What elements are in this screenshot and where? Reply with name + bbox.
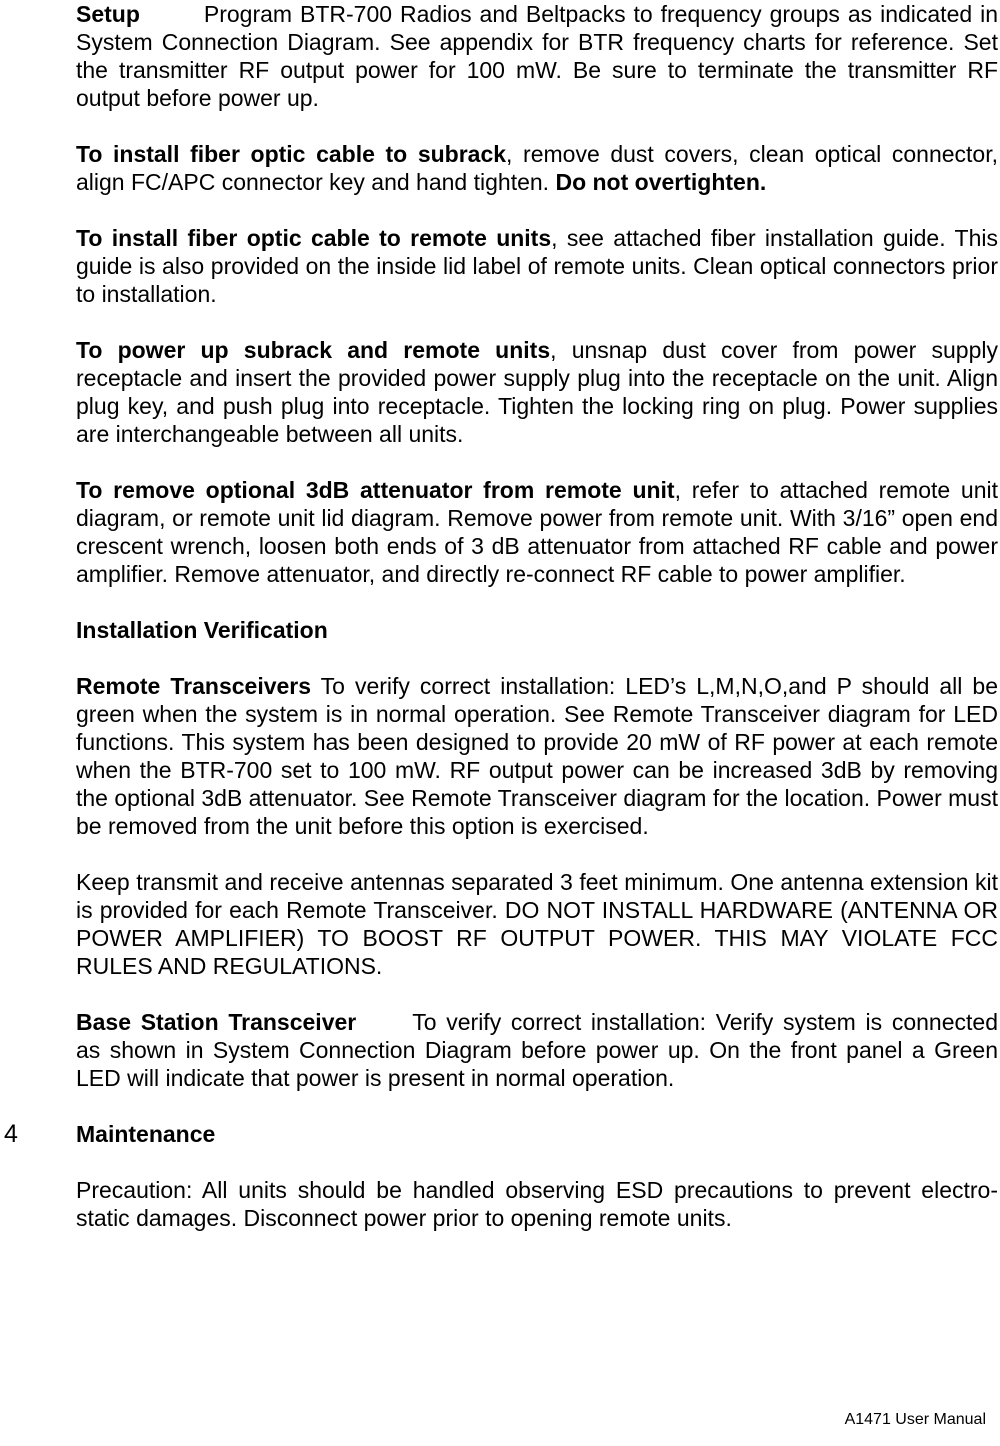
maintenance-paragraph: Precaution: All units should be handled observing ESD precautions to prevent electro-static damages. Disconnect power prior to opening remote units. bbox=[76, 1177, 998, 1231]
fiber-remote-paragraph bbox=[76, 224, 998, 308]
base-station-text: To verify correct installation: Verify system is connected as shown in System Connection Diagram before power up. On the front panel a Green LED will indicate that power is present in normal operation. bbox=[76, 1009, 998, 1091]
document-body bbox=[4, 0, 998, 1232]
power-up-heading: To power up subrack and remote units bbox=[76, 337, 551, 363]
base-station-paragraph bbox=[76, 1008, 998, 1092]
fiber-subrack-text: , remove dust covers, clean optical connector, align FC/APC connector key and hand tighten. bbox=[76, 141, 998, 195]
power-up-paragraph bbox=[76, 336, 998, 448]
fiber-subrack-paragraph bbox=[76, 140, 998, 196]
attenuator-text: , refer to attached remote unit diagram, or remote unit lid diagram. Remove power from remote unit. With 3/16” open end crescent wrench, loosen both ends of 3 dB attenuator from attached RF cable and power amplifier. Remove attenuator, and directly re-connect RF cable to power amplifier. bbox=[76, 477, 998, 587]
section-number: 4 bbox=[4, 1120, 18, 1148]
base-station-heading: Base Station Transceiver bbox=[76, 1009, 357, 1035]
fiber-subrack-emphasis: Do not overtighten. bbox=[555, 169, 767, 195]
power-up-text: , unsnap dust cover from power supply receptacle and insert the provided power supply plug into the receptacle on the unit. Align plug key, and push plug into receptacle. Tighten the locking ring on plug. Power supplies are interchangeable between all units. bbox=[76, 337, 998, 447]
fiber-subrack-heading: To install fiber optic cable to subrack bbox=[76, 141, 507, 167]
setup-heading: Setup bbox=[76, 1, 140, 27]
fiber-remote-heading: To install fiber optic cable to remote units bbox=[76, 225, 552, 251]
setup-paragraph bbox=[76, 0, 998, 112]
antennas-paragraph: Keep transmit and receive antennas separated 3 feet minimum. One antenna extension kit is provided for each Remote Transceiver. DO NOT INSTALL HARDWARE (ANTENNA OR POWER AMPLIFIER) TO BOOST RF OUTPUT POWER. THIS MAY VIOLATE FCC RULES AND REGULATIONS. bbox=[76, 869, 998, 979]
attenuator-heading: To remove optional 3dB attenuator from remote unit bbox=[76, 477, 675, 503]
maintenance-section bbox=[4, 1120, 998, 1148]
fiber-remote-text: , see attached fiber installation guide. This guide is also provided on the inside lid label of remote units. Clean optical connectors prior to installation. bbox=[76, 225, 998, 307]
remote-transceivers-text: To verify correct installation: LED’s L,M,N,O,and P should all be green when the system is in normal operation. See Remote Transceiver diagram for LED functions. This system has been designed to provide 20 mW of RF power at each remote when the BTR-700 set to 100 mW. RF output power can be increased 3dB by removing the optional 3dB attenuator. See Remote Transceiver diagram for the location. Power must be removed from the unit before this option is exercised. bbox=[76, 673, 998, 839]
page-footer: A1471 User Manual bbox=[844, 1411, 986, 1428]
remote-transceivers-paragraph bbox=[76, 672, 998, 840]
remote-transceivers-heading: Remote Transceivers bbox=[76, 673, 312, 699]
maintenance-heading: Maintenance bbox=[76, 1121, 216, 1147]
setup-text: Program BTR-700 Radios and Beltpacks to frequency groups as indicated in System Connection Diagram. See appendix for BTR frequency charts for reference. Set the transmitter RF output power for 100 mW. Be sure to terminate the transmitter RF output before power up. bbox=[76, 1, 998, 111]
verification-heading: Installation Verification bbox=[76, 617, 328, 643]
attenuator-paragraph bbox=[76, 476, 998, 588]
